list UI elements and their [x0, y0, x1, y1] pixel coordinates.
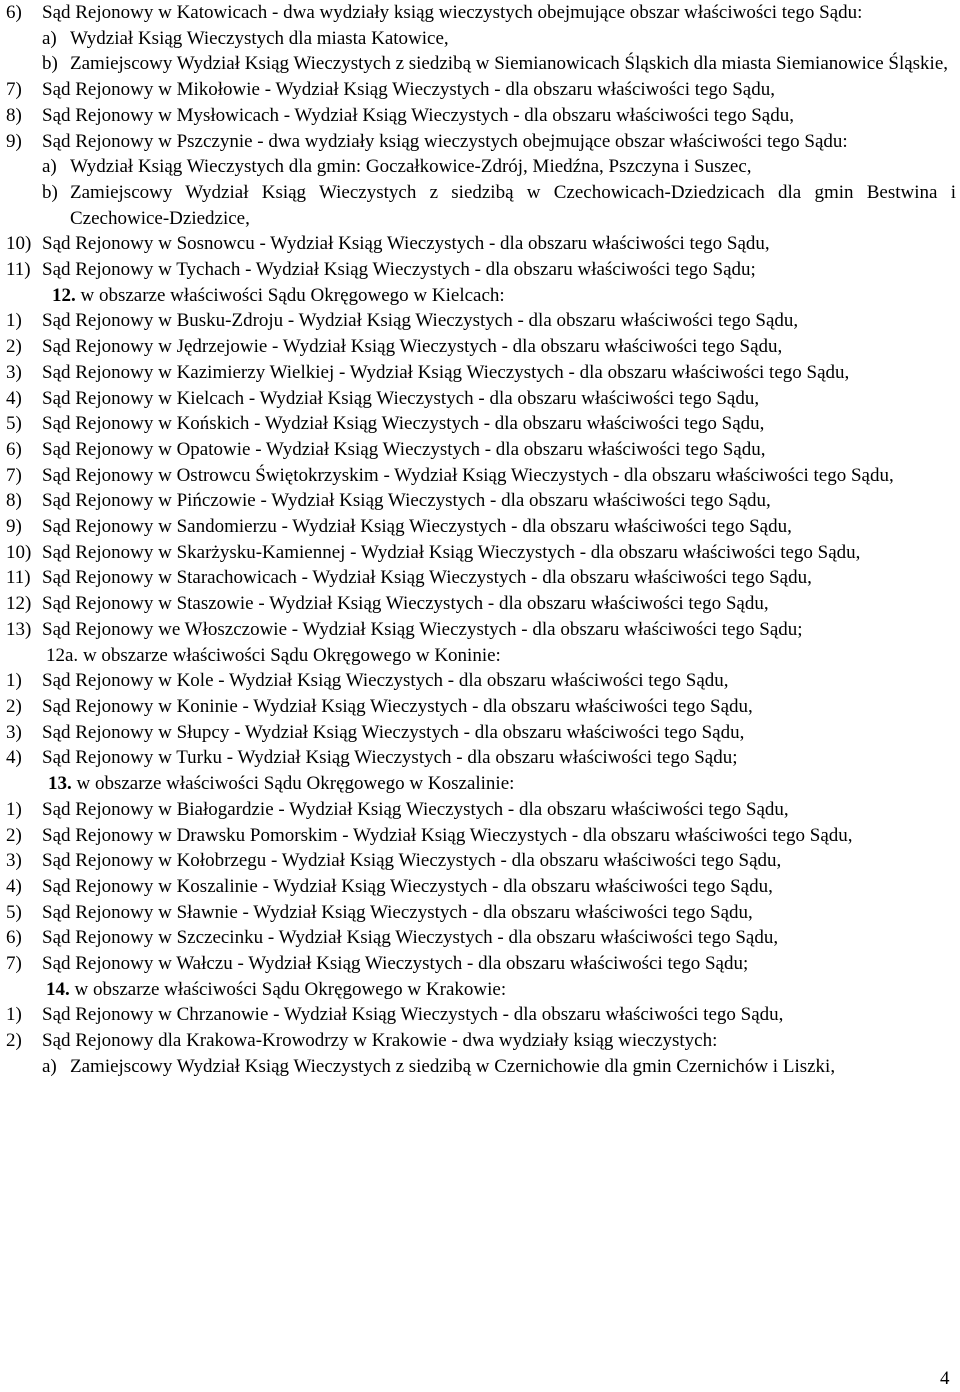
item-number: b)	[42, 53, 58, 75]
item-text: Sąd Rejonowy w Busku-Zdroju - Wydział Ksiąg Wieczystych - dla obszaru właściwości tego Sądu,	[42, 310, 799, 332]
item-text: Wydział Ksiąg Wieczystych dla miasta Katowice,	[70, 27, 449, 49]
item-text: Sąd Rejonowy w Chrzanowie - Wydział Ksiąg Wieczystych - dla obszaru właściwości tego Sądu,	[42, 1004, 784, 1026]
list-item	[6, 77, 956, 103]
item-number: 5)	[6, 901, 22, 923]
item-number: 9)	[6, 516, 22, 538]
item-number: 11)	[6, 259, 31, 281]
list-item	[6, 745, 956, 771]
item-text: Sąd Rejonowy w Białogardzie - Wydział Ksiąg Wieczystych - dla obszaru właściwości tego Sądu,	[42, 798, 789, 820]
section-heading-text: w obszarze właściwości Sądu Okręgowego w Kielcach:	[75, 284, 505, 306]
list-item	[6, 591, 956, 617]
item-text: Zamiejscowy Wydział Ksiąg Wieczystych z siedzibą w Siemianowicach Śląskich dla miasta Siemianowice Śląskie,	[70, 53, 949, 75]
section-heading	[6, 643, 956, 669]
item-text: Sąd Rejonowy w Sosnowcu - Wydział Ksiąg Wieczystych - dla obszaru właściwości tego Sądu,	[42, 233, 770, 255]
item-text: Zamiejscowy Wydział Ksiąg Wieczystych z siedzibą w Czechowicach-Dziedzicach dla gmin Bestwina i Czechowice-Dziedzice,	[70, 181, 956, 229]
item-number: 12)	[6, 593, 32, 615]
list-item	[6, 0, 956, 26]
item-number: 3)	[6, 361, 22, 383]
list-item	[6, 488, 956, 514]
item-text: Sąd Rejonowy w Turku - Wydział Ksiąg Wieczystych - dla obszaru właściwości tego Sądu;	[42, 747, 738, 769]
item-number: 7)	[6, 464, 22, 486]
item-text: Sąd Rejonowy w Drawsku Pomorskim - Wydział Ksiąg Wieczystych - dla obszaru właściwości tego Sądu,	[42, 824, 853, 846]
item-text: Sąd Rejonowy w Szczecinku - Wydział Ksiąg Wieczystych - dla obszaru właściwości tego Sądu,	[42, 927, 779, 949]
sub-list-item	[6, 180, 956, 231]
item-number: a)	[42, 27, 57, 49]
list-item	[6, 360, 956, 386]
item-number: 2)	[6, 1030, 22, 1052]
item-number: 7)	[6, 79, 22, 101]
list-item	[6, 411, 956, 437]
list-item	[6, 257, 956, 283]
list-item	[6, 951, 956, 977]
sub-list-item	[6, 154, 956, 180]
section-number: 12a.	[46, 644, 79, 666]
list-item	[6, 565, 956, 591]
list-item	[6, 900, 956, 926]
list-item	[6, 874, 956, 900]
item-text: Sąd Rejonowy w Kielcach - Wydział Ksiąg Wieczystych - dla obszaru właściwości tego Sądu,	[42, 387, 760, 409]
page-number: 4	[940, 1368, 950, 1389]
item-text: Sąd Rejonowy w Kazimierzy Wielkiej - Wydział Ksiąg Wieczystych - dla obszaru właściwości tego Sądu,	[42, 361, 850, 383]
item-text: Sąd Rejonowy w Sandomierzu - Wydział Ksiąg Wieczystych - dla obszaru właściwości tego Sądu,	[42, 516, 792, 538]
section-number: 13.	[48, 773, 72, 795]
item-text: Sąd Rejonowy w Kole - Wydział Ksiąg Wieczystych - dla obszaru właściwości tego Sądu,	[42, 670, 729, 692]
list-item	[6, 797, 956, 823]
item-number: 10)	[6, 233, 32, 255]
item-number: 6)	[6, 2, 22, 23]
item-text: Sąd Rejonowy w Wałczu - Wydział Ksiąg Wieczystych - dla obszaru właściwości tego Sądu;	[42, 953, 749, 975]
item-text: Sąd Rejonowy w Starachowicach - Wydział Ksiąg Wieczystych - dla obszaru właściwości tego Sądu,	[42, 567, 812, 589]
item-text: Sąd Rejonowy w Staszowie - Wydział Ksiąg Wieczystych - dla obszaru właściwości tego Sądu,	[42, 593, 769, 615]
item-number: 13)	[6, 618, 32, 640]
section-heading	[6, 977, 956, 1003]
item-text: Sąd Rejonowy w Ostrowcu Świętokrzyskim - Wydział Ksiąg Wieczystych - dla obszaru właściwości tego Sądu,	[42, 464, 894, 486]
item-number: 7)	[6, 953, 22, 975]
list-item	[6, 694, 956, 720]
list-item	[6, 823, 956, 849]
item-text: Sąd Rejonowy w Kołobrzegu - Wydział Ksiąg Wieczystych - dla obszaru właściwości tego Sądu,	[42, 850, 782, 872]
item-number: 5)	[6, 413, 22, 435]
item-text: Sąd Rejonowy w Mikołowie - Wydział Ksiąg Wieczystych - dla obszaru właściwości tego Sądu,	[42, 79, 775, 101]
list-item	[6, 668, 956, 694]
document-body	[6, 0, 956, 1080]
list-item	[6, 231, 956, 257]
item-text: Sąd Rejonowy w Sławnie - Wydział Ksiąg Wieczystych - dla obszaru właściwości tego Sądu,	[42, 901, 753, 923]
item-number: 1)	[6, 798, 22, 820]
item-number: b)	[42, 181, 58, 203]
item-number: 1)	[6, 1004, 22, 1026]
list-item	[6, 129, 956, 155]
list-item	[6, 617, 956, 643]
list-item	[6, 514, 956, 540]
list-item	[6, 848, 956, 874]
section-heading-text: w obszarze właściwości Sądu Okręgowego w Krakowie:	[69, 978, 507, 1000]
item-number: 4)	[6, 747, 22, 769]
section-heading	[6, 283, 956, 309]
item-text: Sąd Rejonowy w Opatowie - Wydział Ksiąg Wieczystych - dla obszaru właściwości tego Sądu,	[42, 438, 766, 460]
list-item	[6, 540, 956, 566]
list-item	[6, 720, 956, 746]
item-number: 3)	[6, 721, 22, 743]
item-text: Sąd Rejonowy dla Krakowa-Krowodrzy w Krakowie - dwa wydziały ksiąg wieczystych:	[42, 1030, 718, 1052]
item-number: 2)	[6, 824, 22, 846]
item-text: Sąd Rejonowy w Pińczowie - Wydział Ksiąg Wieczystych - dla obszaru właściwości tego Sądu,	[42, 490, 771, 512]
item-number: 4)	[6, 387, 22, 409]
item-text: Sąd Rejonowy w Katowicach - dwa wydziały ksiąg wieczystych obejmujące obszar właściwości tego Sądu:	[42, 2, 863, 23]
section-number: 12.	[52, 284, 76, 306]
item-number: 8)	[6, 490, 22, 512]
item-number: a)	[42, 1055, 57, 1077]
item-text: Sąd Rejonowy we Włoszczowie - Wydział Ksiąg Wieczystych - dla obszaru właściwości tego Sądu;	[42, 618, 803, 640]
list-item	[6, 334, 956, 360]
item-number: 2)	[6, 336, 22, 358]
list-item	[6, 463, 956, 489]
item-number: 2)	[6, 695, 22, 717]
section-heading	[6, 771, 956, 797]
item-number: 1)	[6, 670, 22, 692]
item-text: Sąd Rejonowy w Pszczynie - dwa wydziały ksiąg wieczystych obejmujące obszar właściwości tego Sądu:	[42, 130, 848, 152]
item-text: Sąd Rejonowy w Skarżysku-Kamiennej - Wydział Ksiąg Wieczystych - dla obszaru właściwości tego Sądu,	[42, 541, 861, 563]
section-heading-text: w obszarze właściwości Sądu Okręgowego w Koninie:	[78, 644, 501, 666]
list-item	[6, 1002, 956, 1028]
list-item	[6, 103, 956, 129]
item-number: 1)	[6, 310, 22, 332]
list-item	[6, 1028, 956, 1054]
item-text: Sąd Rejonowy w Koszalinie - Wydział Ksiąg Wieczystych - dla obszaru właściwości tego Sądu,	[42, 875, 773, 897]
item-text: Sąd Rejonowy w Słupcy - Wydział Ksiąg Wieczystych - dla obszaru właściwości tego Sądu,	[42, 721, 745, 743]
list-item	[6, 308, 956, 334]
sub-list-item	[6, 26, 956, 52]
item-text: Sąd Rejonowy w Mysłowicach - Wydział Ksiąg Wieczystych - dla obszaru właściwości tego Sądu,	[42, 104, 794, 126]
item-text: Sąd Rejonowy w Końskich - Wydział Ksiąg Wieczystych - dla obszaru właściwości tego Sądu,	[42, 413, 765, 435]
item-number: 3)	[6, 850, 22, 872]
item-text: Sąd Rejonowy w Koninie - Wydział Ksiąg Wieczystych - dla obszaru właściwości tego Sądu,	[42, 695, 753, 717]
item-number: 6)	[6, 438, 22, 460]
item-number: 11)	[6, 567, 31, 589]
item-number: 6)	[6, 927, 22, 949]
item-number: 8)	[6, 104, 22, 126]
section-number: 14.	[46, 978, 70, 1000]
list-item	[6, 437, 956, 463]
item-text: Zamiejscowy Wydział Ksiąg Wieczystych z siedzibą w Czernichowie dla gmin Czernichów i Liszki,	[70, 1055, 836, 1077]
item-number: 10)	[6, 541, 32, 563]
section-heading-text: w obszarze właściwości Sądu Okręgowego w Koszalinie:	[71, 773, 515, 795]
item-number: 4)	[6, 875, 22, 897]
list-item	[6, 925, 956, 951]
item-number: 9)	[6, 130, 22, 152]
item-text: Sąd Rejonowy w Jędrzejowie - Wydział Ksiąg Wieczystych - dla obszaru właściwości tego Sądu,	[42, 336, 783, 358]
sub-list-item	[6, 51, 956, 77]
sub-list-item	[6, 1054, 956, 1080]
item-text: Sąd Rejonowy w Tychach - Wydział Ksiąg Wieczystych - dla obszaru właściwości tego Sądu;	[42, 259, 756, 281]
item-text: Wydział Ksiąg Wieczystych dla gmin: Goczałkowice-Zdrój, Miedźna, Pszczyna i Suszec,	[70, 156, 752, 178]
item-number: a)	[42, 156, 57, 178]
list-item	[6, 386, 956, 412]
